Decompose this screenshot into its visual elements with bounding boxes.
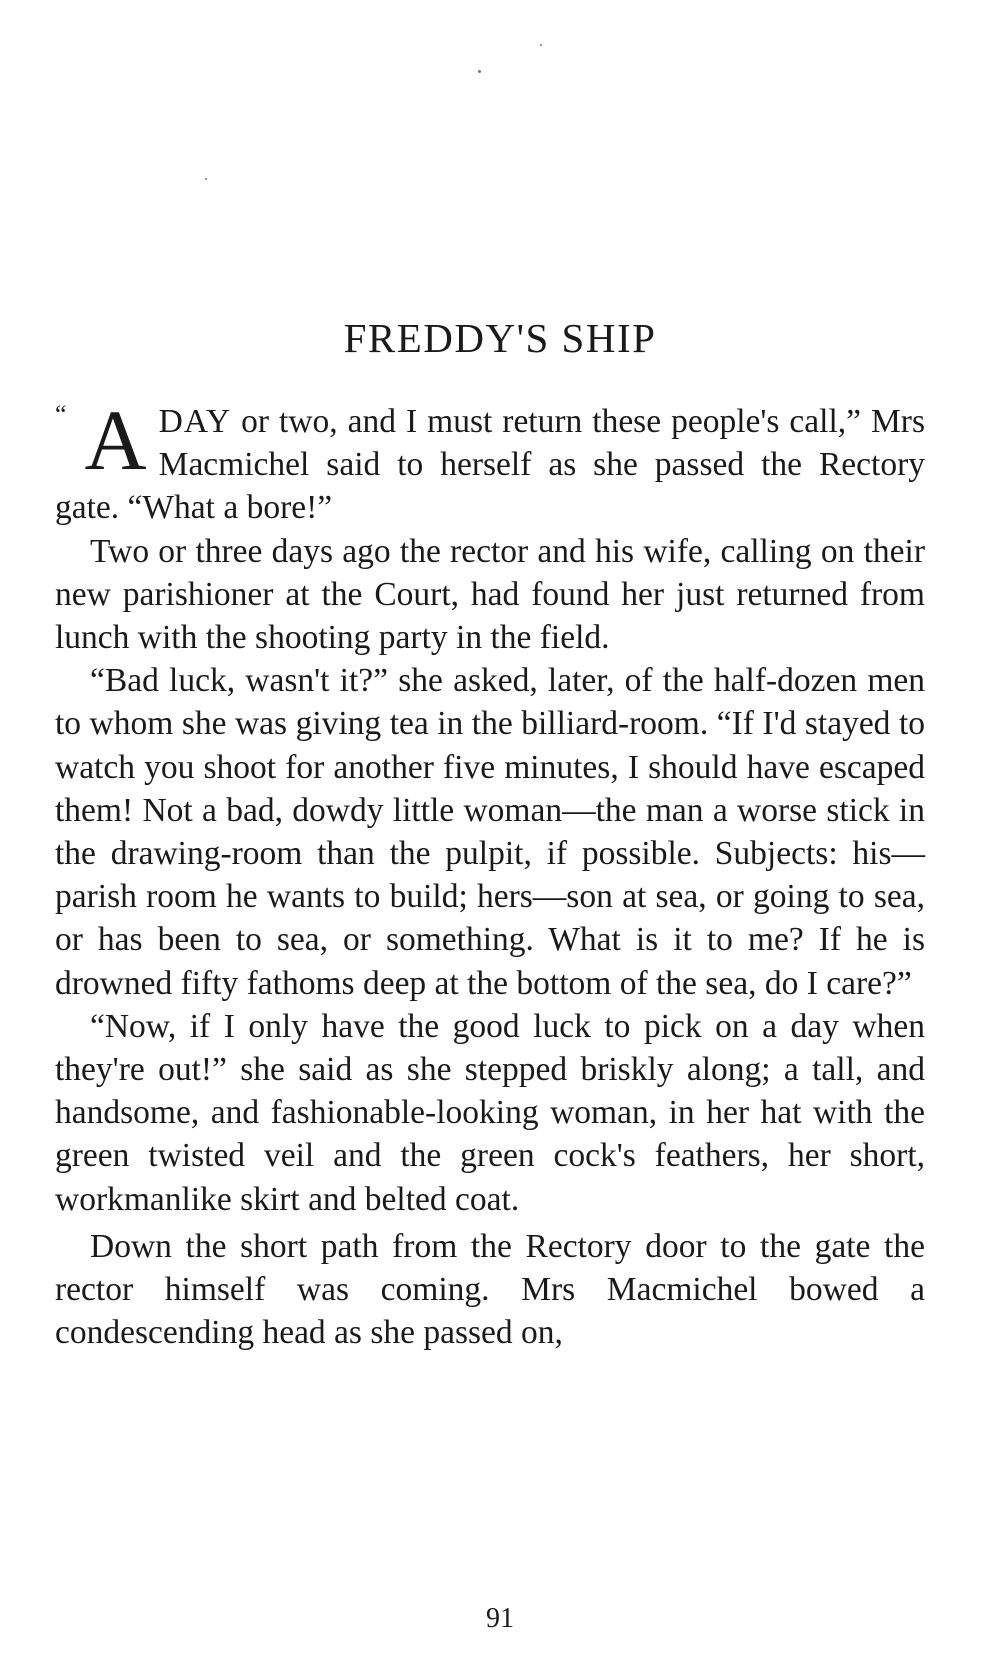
opening-text: or two, and I must return these people's call,” Mrs Macmichel said to herself as she passed the Rectory gate. “What a bore!” (55, 403, 925, 527)
opening-lead-words: DAY (158, 403, 232, 440)
print-speck (205, 178, 207, 180)
paragraph: “Now, if I only have the good luck to pick on a day when they're out!” she said as she stepped briskly along; a tall, and handsome, and fashionable-looking woman, in her hat with the green twisted veil and the green cock's feathers, her short, workmanlike skirt and belted coat. (55, 1007, 925, 1218)
paragraph: Down the short path from the Rectory door to the gate the rector himself was coming. Mrs Macmichel bowed a condescending head as she passed on, (55, 1227, 925, 1352)
paragraph: “Bad luck, wasn't it?” she asked, later, of the half-dozen men to whom she was giving tea in the billiard-room. “If I'd stayed to watch you shoot for another five minutes, I should have escaped them! Not a bad, dowdy little woman—the man a worse stick in the drawing-room than the pulpit, if possible. Subjects: his—parish room he wants to build; hers—son at sea, or going to sea, or has been to sea, or something. What is it to me? If he is drowned fifty fathoms deep at the bottom of the sea, do I care?” (55, 662, 925, 1002)
drop-cap: A (84, 392, 147, 488)
body-text (55, 392, 925, 1354)
paragraph: Two or three days ago the rector and his wife, calling on their new parishioner at the Court, had found her just returned from lunch with the shooting party in the field. (55, 532, 925, 657)
print-speck (540, 44, 542, 46)
opening-quote-mark: “ (55, 400, 67, 429)
opening-paragraph (55, 392, 925, 530)
print-speck (478, 70, 481, 73)
page-number: 91 (486, 1603, 514, 1634)
chapter-title: FREDDY'S SHIP (343, 315, 657, 361)
